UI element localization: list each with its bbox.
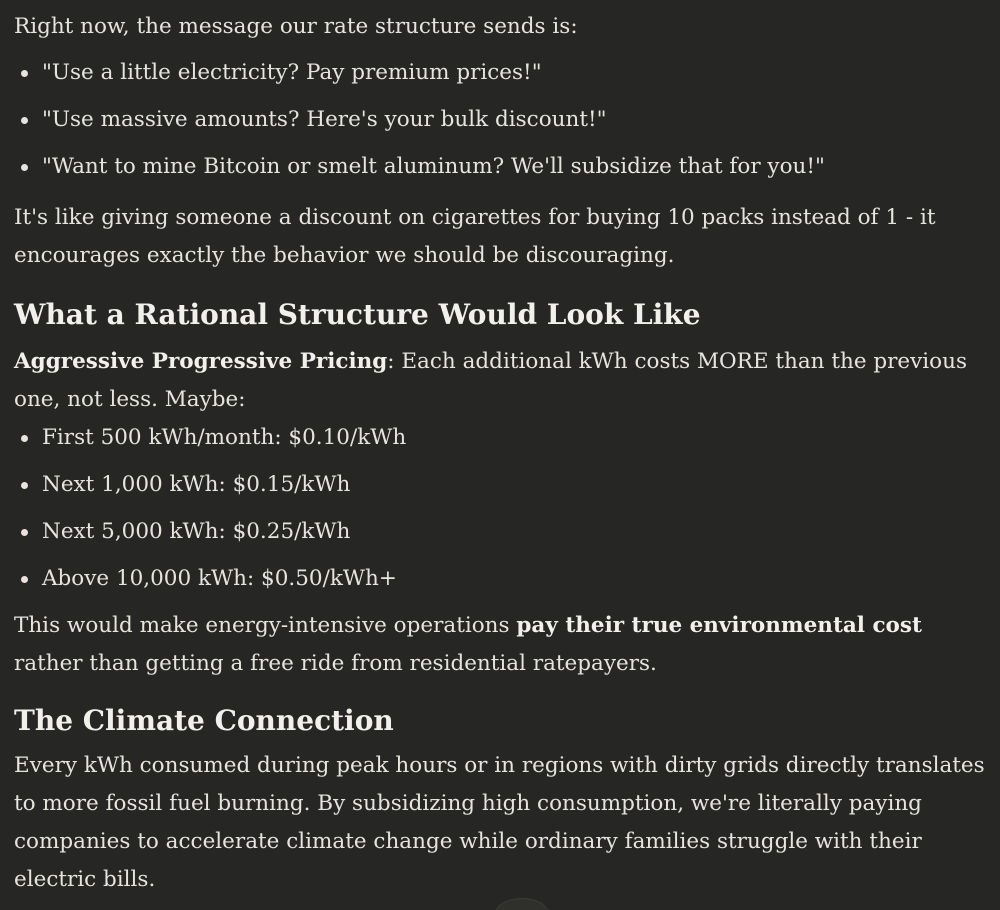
- list-item: [14, 466, 990, 513]
- bullet-icon: [21, 529, 28, 536]
- conclusion-paragraph: [14, 607, 990, 683]
- list-item: [14, 54, 990, 101]
- scroll-to-bottom-button[interactable]: [496, 898, 548, 910]
- list-item: [14, 513, 990, 560]
- intro-paragraph: Right now, the message our rate structure sends is:: [14, 14, 578, 39]
- analogy-paragraph: It's like giving someone a discount on cigarettes for buying 10 packs instead of 1 - it encourages exactly the behavior we should be discouraging.: [14, 205, 936, 268]
- list-item: [14, 101, 990, 148]
- message-content: [14, 8, 990, 899]
- section-heading-climate-connection: The Climate Connection: [14, 704, 394, 737]
- bullet-icon: [21, 117, 28, 124]
- bullet-icon: [21, 164, 28, 171]
- section-heading-rational-structure: What a Rational Structure Would Look Like: [14, 298, 701, 331]
- message-bullet-list: [14, 54, 990, 195]
- conclusion-text-end: rather than getting a free ride from residential ratepayers.: [14, 651, 657, 676]
- bullet-icon: [21, 70, 28, 77]
- conclusion-text-start: This would make energy-intensive operations: [14, 613, 517, 638]
- list-item-text: "Use massive amounts? Here's your bulk discount!": [42, 107, 607, 132]
- list-item-text: "Use a little electricity? Pay premium prices!": [42, 60, 542, 85]
- bullet-icon: [21, 482, 28, 489]
- list-item: [14, 560, 990, 607]
- bullet-icon: [21, 576, 28, 583]
- list-item-text: Next 5,000 kWh: $0.25/kWh: [42, 519, 351, 544]
- progressive-pricing-paragraph: [14, 343, 990, 419]
- list-item-text: First 500 kWh/month: $0.10/kWh: [42, 425, 407, 450]
- list-item-text: Above 10,000 kWh: $0.50/kWh+: [42, 566, 397, 591]
- progressive-pricing-label: Aggressive Progressive Pricing: [14, 349, 388, 374]
- list-item-text: "Want to mine Bitcoin or smelt aluminum? We'll subsidize that for you!": [42, 154, 825, 179]
- bullet-icon: [21, 435, 28, 442]
- list-item: [14, 419, 990, 466]
- climate-paragraph: Every kWh consumed during peak hours or in regions with dirty grids directly translates to more fossil fuel burning. By subsidizing high consumption, we're literally paying companies to accelerate climate change while ordinary families struggle with their electric bills.: [14, 753, 985, 892]
- pricing-tier-list: [14, 419, 990, 607]
- conclusion-emphasis: pay their true environmental cost: [516, 613, 922, 638]
- progressive-pricing-text: : Each additional kWh costs MORE than the previous one, not less. Maybe:: [14, 349, 967, 412]
- list-item-text: Next 1,000 kWh: $0.15/kWh: [42, 472, 351, 497]
- list-item: [14, 148, 990, 195]
